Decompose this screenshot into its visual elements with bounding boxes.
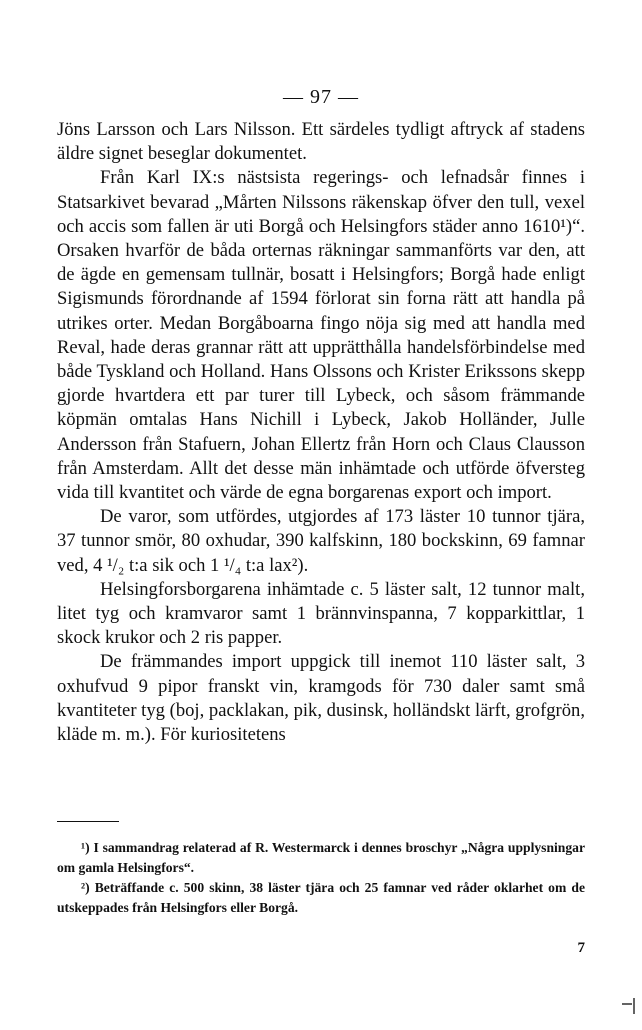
paragraph-5: De främmandes import uppgick till inemot 110 läster salt, 3 oxhufvud 9 pipor franskt vin, kramgods för 730 daler samt små kvantiteter tyg (boj, packlakan, pik, dusinsk, holländskt lärft, grofgrön, kläde m. m.). För kuriositetens: [57, 651, 585, 746]
page-number: — 97 —: [283, 86, 359, 108]
footnotes: [57, 838, 585, 918]
footnote-1: ¹) I sammandrag relaterad af R. Westermarck i dennes broschyr „Några upplysningar om gamla Helsingfors“.: [57, 840, 585, 875]
footnote-divider: [57, 821, 119, 822]
paragraph-1: Jöns Larsson och Lars Nilsson. Ett särdeles tydligt aftryck af stadens äldre signet beseglar dokumentet.: [57, 119, 585, 165]
body-text: [57, 118, 585, 747]
signature-mark: 7: [577, 940, 585, 956]
footnote-2: ²) Beträffande c. 500 skinn, 38 läster tjära och 25 famnar ved råder oklarhet om de utskeppades från Helsingfors eller Borgå.: [57, 880, 585, 915]
paragraph-4: Helsingforsborgarena inhämtade c. 5 läster salt, 12 tunnor malt, litet tyg och kramvaror samt 1 brännvinspanna, 7 kopparkittlar, 1 skock krukor och 2 ris papper.: [57, 578, 585, 649]
paragraph-3: De varor, som utfördes, utgjordes af 173 läster 10 tunnor tjära, 37 tunnor smör, 80 oxhudar, 390 kalfskinn, 180 bockskinn, 69 famnar ved, 4 ¹/₂ t:a sik och 1 ¹/₄ t:a lax²).: [57, 506, 585, 576]
paragraph-2: Från Karl IX:s nästsista regerings- och lefnadsår finnes i Statsarkivet bevarad „Mårten Nilssons räkenskap öfver den tull, vexel och accis som fallen är uti Borgå och Helsingfors städer anno 1610¹)“. Orsaken hvarför de båda orternas räkningar sammanförts var den, att de ägde en gemensam tullnär, bosatt i Helsingfors; Borgå hade enligt Sigismunds förordnande af 1594 förlorat sin forna rätt att handla på utrikes orter. Medan Borgåboarna fingo nöja sig med att handla med Reval, hade deras grannar rätt att upprätthålla handelsförbindelse med både Tyskland och Holland. Hans Olssons och Krister Erikssons skepp gjorde hvartdera ett par turer till Lybeck, och såsom främmande köpmän omtalas Hans Nichill i Lybeck, Jakob Holländer, Julle Andersson från Stafuern, Johan Ellertz från Horn och Claus Clausson från Amsterdam. Allt det desse män inhämtade och utförde öfversteg vida till kvantitet och värde de egna borgarenas export och import.: [57, 167, 585, 504]
page-edge-mark: [622, 998, 636, 1014]
